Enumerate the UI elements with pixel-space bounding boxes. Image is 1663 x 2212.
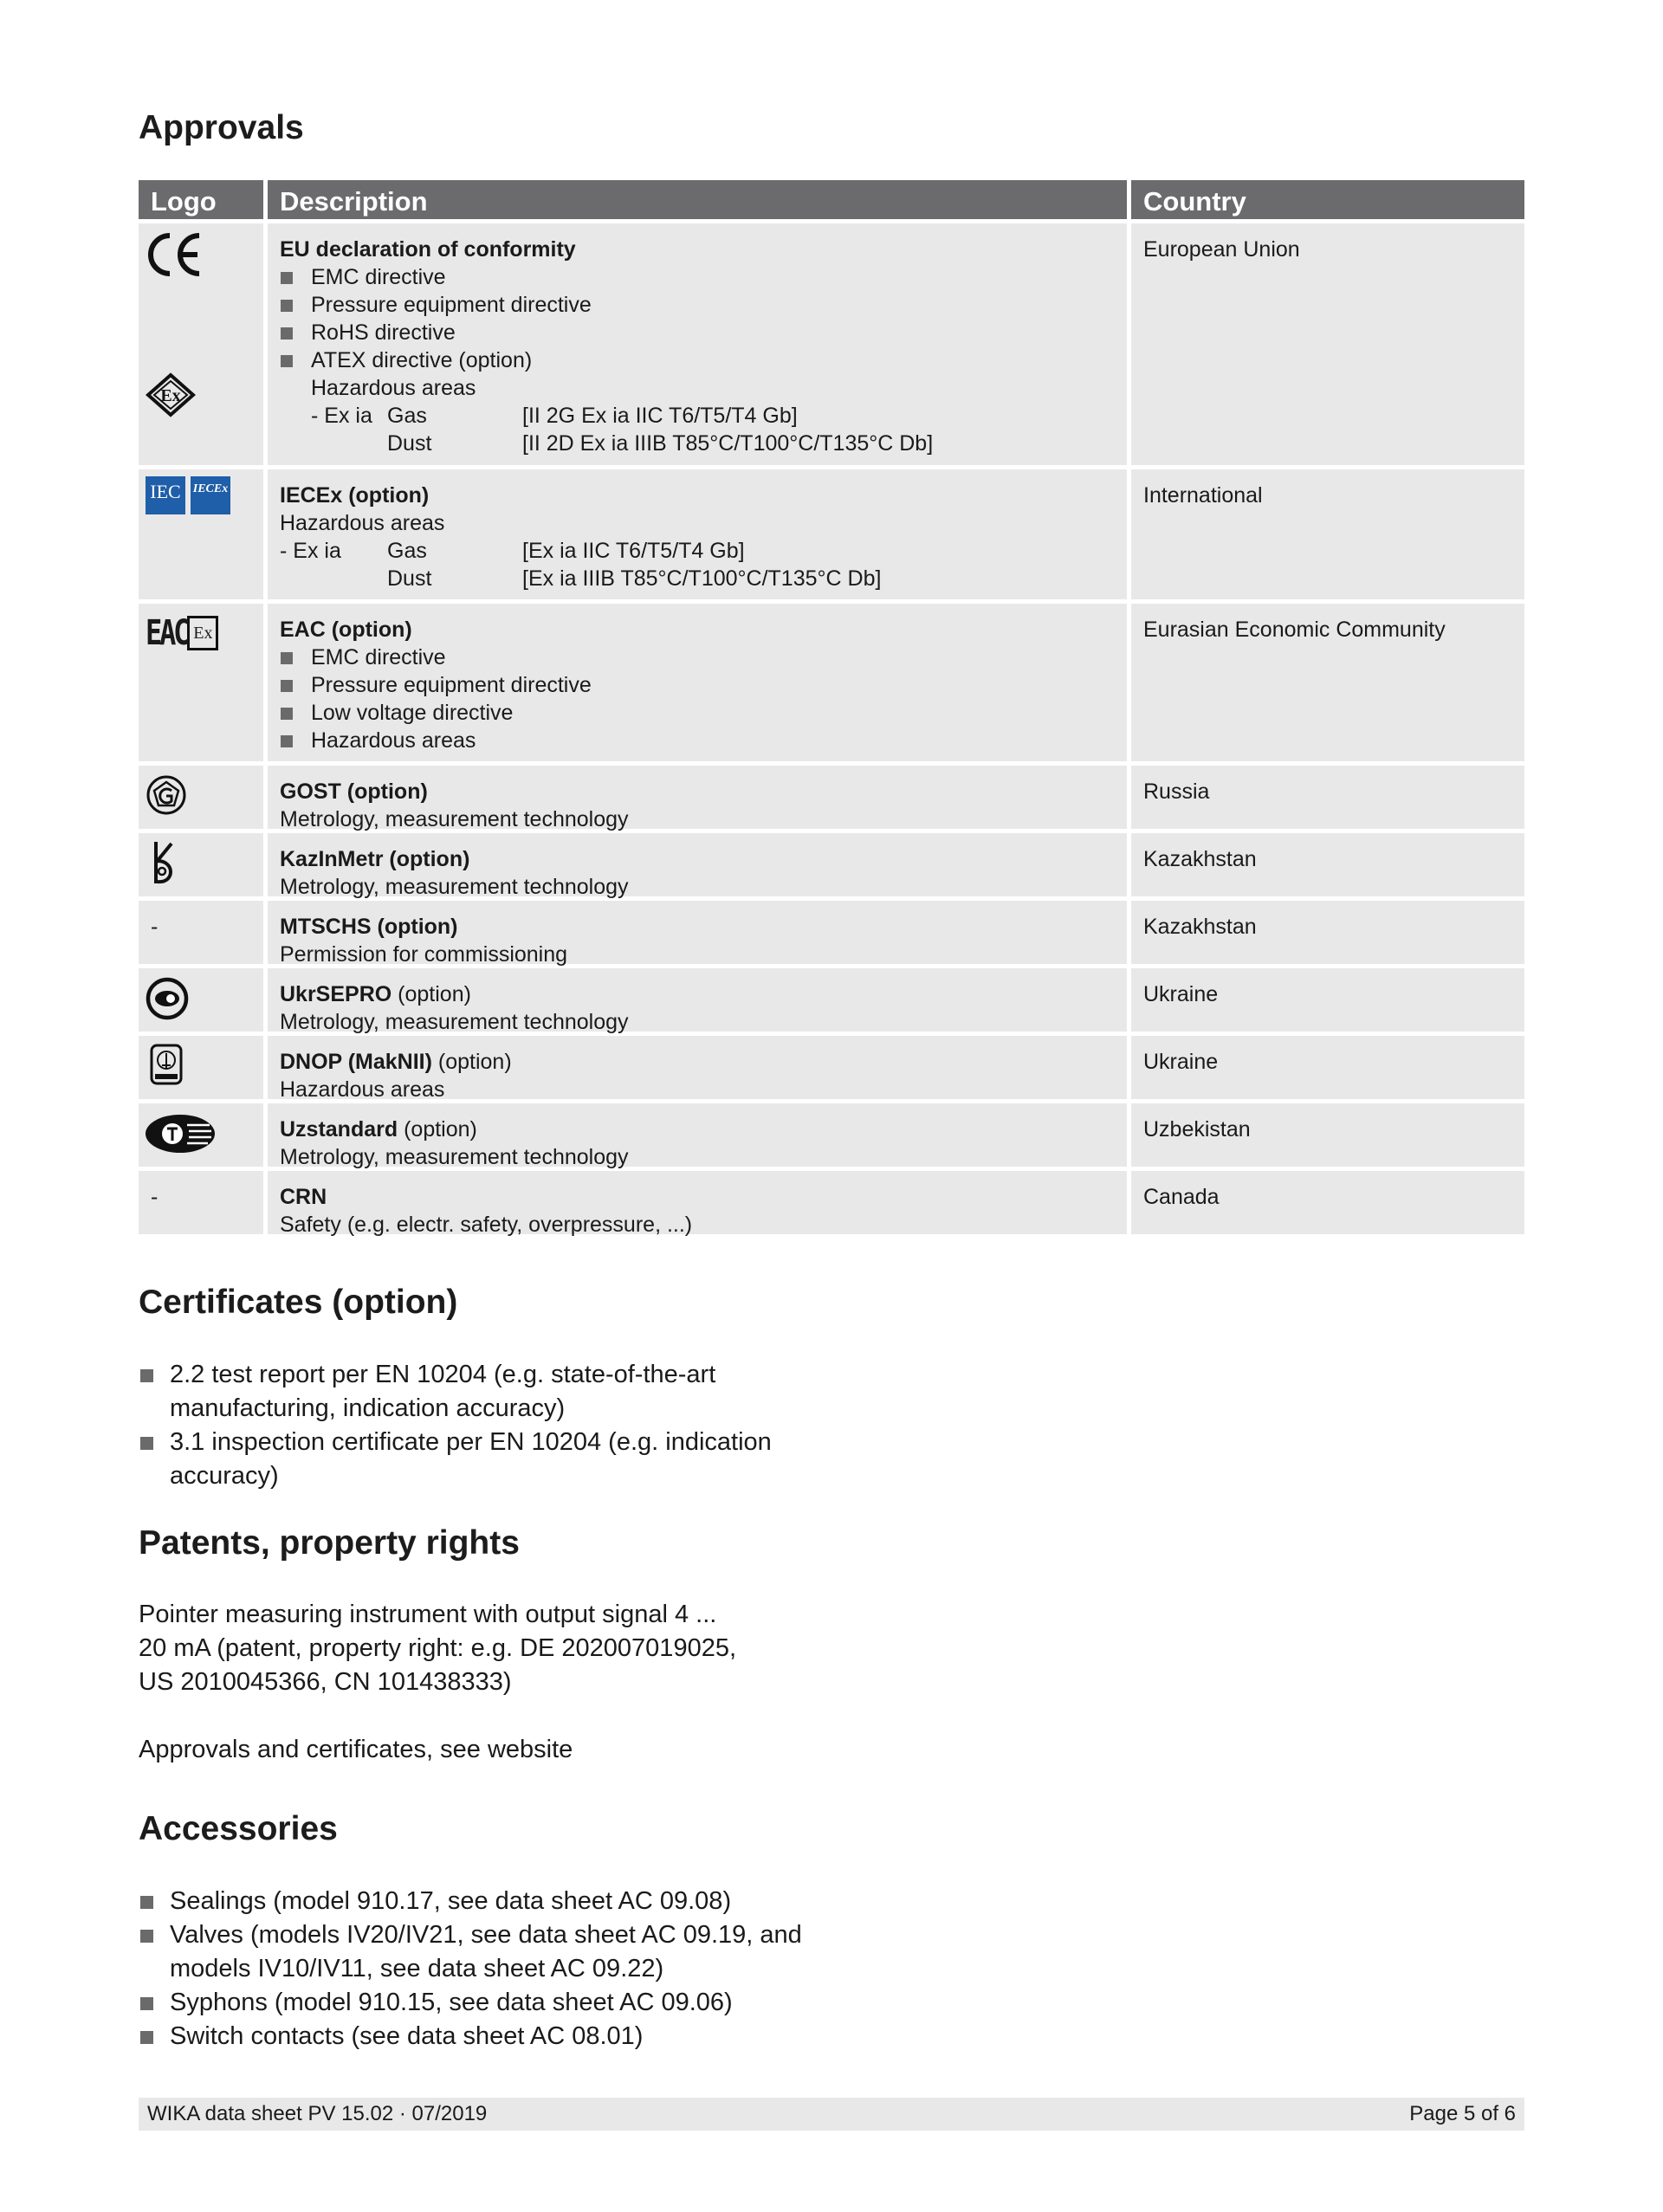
iec-logo	[146, 476, 185, 514]
approval-title: UkrSEPRO	[280, 982, 392, 1006]
table-row-ukrsepro	[139, 968, 1524, 1032]
list-item-line: 3.1 inspection certificate per EN 10204 (e.g. indication	[170, 1428, 772, 1456]
logo-cell	[139, 901, 263, 964]
ex-label: - Ex ia	[311, 404, 372, 428]
description-cell	[268, 1171, 1127, 1237]
ukrsepro-icon	[146, 977, 189, 1020]
footer-page-number: Page 5 of 6	[1409, 2102, 1516, 2125]
logo-cell	[139, 1171, 263, 1234]
gas-label: Gas	[387, 539, 427, 563]
approval-title: Uzstandard	[280, 1117, 398, 1142]
table-row-mtschs	[139, 901, 1524, 967]
description-cell	[268, 469, 1127, 599]
dust-label: Dust	[387, 431, 432, 456]
patents-line: 20 mA (patent, property right: e.g. DE 202007019025,	[139, 1634, 737, 1662]
gas-line	[280, 402, 1127, 430]
logo-cell	[139, 469, 263, 599]
list-item-line: manufacturing, indication accuracy)	[170, 1394, 566, 1422]
approval-title: IECEx (option)	[280, 483, 430, 508]
approval-description: Metrology, measurement technology	[280, 807, 629, 831]
logo-placeholder-dash: -	[151, 915, 159, 939]
country-cell: Kazakhstan	[1131, 901, 1524, 964]
approval-suffix: (option)	[431, 1050, 512, 1074]
accessories-list	[139, 1885, 802, 2054]
approval-subtitle: Hazardous areas	[280, 511, 445, 535]
logo-cell	[139, 604, 263, 761]
approval-suffix: (option)	[398, 1117, 477, 1142]
country-cell: Uzbekistan	[1131, 1103, 1524, 1167]
certificates-list	[139, 1358, 772, 1493]
iec-logo-text: IEC	[150, 481, 181, 502]
list-item-line: Valves (models IV20/IV21, see data sheet AC 09.19, and	[170, 1921, 802, 1949]
ce-mark-icon	[146, 230, 206, 279]
iecex-logo	[191, 476, 230, 514]
approval-title: EAC (option)	[280, 618, 412, 642]
list-item	[139, 1358, 772, 1426]
iecex-logo-text: IECEx	[192, 482, 229, 495]
column-header-country: Country	[1131, 180, 1524, 219]
page-footer	[139, 2098, 1524, 2131]
gas-label: Gas	[387, 404, 427, 428]
ex-hexagon-icon	[146, 372, 196, 417]
table-row-dnop	[139, 1036, 1524, 1102]
description-cell	[268, 1036, 1127, 1102]
eac-logo-text: EAC	[146, 613, 188, 653]
approval-title-line	[280, 1048, 1127, 1076]
table-row-eu	[139, 223, 1524, 465]
approval-title: DNOP (MakNII)	[280, 1050, 432, 1074]
patents-text	[139, 1598, 736, 1699]
approval-title-line	[280, 980, 1127, 1008]
eac-logo	[146, 614, 218, 652]
table-header-row	[139, 180, 1524, 219]
list-item	[139, 1918, 802, 1986]
eac-ex-text: Ex	[187, 616, 218, 650]
approval-title: CRN	[280, 1185, 327, 1209]
certificates-heading: Certificates (option)	[139, 1284, 458, 1321]
description-cell	[268, 833, 1127, 899]
patents-line: US 2010045366, CN 101438333)	[139, 1668, 512, 1696]
dnop-icon	[149, 1043, 184, 1086]
ex-label: - Ex ia	[280, 539, 341, 563]
patents-line: Pointer measuring instrument with output signal 4 ...	[139, 1601, 717, 1628]
uzstandard-icon	[144, 1112, 217, 1155]
gas-value: [Ex ia IIC T6/T5/T4 Gb]	[522, 539, 745, 563]
patents-note: Approvals and certificates, see website	[139, 1736, 573, 1763]
logo-cell	[139, 1103, 263, 1167]
dust-value: [Ex ia IIIB T85°C/T100°C/T135°C Db]	[522, 566, 882, 591]
description-cell	[268, 1103, 1127, 1167]
list-item-line: 2.2 test report per EN 10204 (e.g. state-of-the-art	[170, 1361, 716, 1388]
column-header-logo: Logo	[139, 180, 263, 219]
list-item: EMC directive	[280, 644, 1127, 671]
description-cell	[268, 901, 1127, 967]
list-item: ATEX directive (option)	[280, 346, 1127, 374]
logo-cell	[139, 223, 263, 465]
country-cell: Eurasian Economic Community	[1131, 604, 1524, 761]
country-cell: Ukraine	[1131, 1036, 1524, 1099]
list-item	[139, 1426, 772, 1493]
gas-value: [II 2G Ex ia IIC T6/T5/T4 Gb]	[522, 404, 798, 428]
patents-heading: Patents, property rights	[139, 1524, 520, 1562]
logo-cell	[139, 833, 263, 896]
approval-title: EU declaration of conformity	[280, 237, 576, 262]
list-item-line: Syphons (model 910.15, see data sheet AC 09.06)	[170, 1989, 733, 2016]
gost-icon	[146, 774, 187, 816]
svg-text:Ex: Ex	[160, 386, 181, 405]
list-item-line: Switch contacts (see data sheet AC 08.01)	[170, 2022, 644, 2050]
list-item-line: accuracy)	[170, 1462, 279, 1490]
table-row-kazinmetr	[139, 833, 1524, 899]
list-item-line: models IV10/IV11, see data sheet AC 09.22)	[170, 1955, 664, 1982]
dust-value: [II 2D Ex ia IIIB T85°C/T100°C/T135°C Db]	[522, 431, 934, 456]
approval-description: Hazardous areas	[280, 1077, 445, 1102]
approvals-table	[139, 180, 1524, 1239]
country-cell: European Union	[1131, 223, 1524, 465]
logo-cell	[139, 968, 263, 1032]
approval-description: Safety (e.g. electr. safety, overpressure, ...)	[280, 1213, 693, 1237]
approval-title: GOST (option)	[280, 779, 428, 804]
table-row-uzstandard	[139, 1103, 1524, 1167]
table-row-eac	[139, 604, 1524, 761]
logo-placeholder-dash: -	[151, 1185, 159, 1209]
country-cell: Russia	[1131, 766, 1524, 829]
dust-line	[280, 565, 1127, 592]
list-item	[139, 1986, 802, 2020]
table-row-iecex	[139, 469, 1524, 599]
list-item-line: Sealings (model 910.17, see data sheet AC 09.08)	[170, 1887, 732, 1915]
footer-datasheet-ref: WIKA data sheet PV 15.02 · 07/2019	[147, 2102, 488, 2125]
approval-title-line	[280, 1116, 1127, 1143]
accessories-heading: Accessories	[139, 1810, 338, 1847]
approvals-heading: Approvals	[139, 109, 304, 146]
country-cell: Canada	[1131, 1171, 1524, 1234]
dust-line	[280, 430, 1127, 457]
description-cell	[268, 968, 1127, 1032]
approval-description: Metrology, measurement technology	[280, 1010, 629, 1034]
list-item: Hazardous areas	[280, 727, 1127, 754]
list-item	[139, 1885, 802, 1918]
approval-suffix: (option)	[391, 982, 471, 1006]
country-cell: Ukraine	[1131, 968, 1524, 1032]
approval-title: KazInMetr (option)	[280, 847, 470, 871]
list-item: Pressure equipment directive	[280, 671, 1127, 699]
gas-line	[280, 537, 1127, 565]
list-item: RoHS directive	[280, 319, 1127, 346]
list-item	[139, 2020, 802, 2054]
approval-description: Permission for commissioning	[280, 942, 568, 967]
country-cell: International	[1131, 469, 1524, 599]
description-cell	[268, 604, 1127, 761]
logo-cell	[139, 766, 263, 829]
approval-description: Metrology, measurement technology	[280, 1145, 629, 1169]
country-cell: Kazakhstan	[1131, 833, 1524, 896]
logo-cell	[139, 1036, 263, 1099]
description-cell	[268, 223, 1127, 465]
list-item: Pressure equipment directive	[280, 291, 1127, 319]
description-cell	[268, 766, 1127, 829]
table-row-gost	[139, 766, 1524, 829]
approval-description: Metrology, measurement technology	[280, 875, 629, 899]
kazinmetr-icon	[146, 838, 180, 887]
column-header-description: Description	[268, 180, 1127, 219]
dust-label: Dust	[387, 566, 432, 591]
list-item: Low voltage directive	[280, 699, 1127, 727]
table-row-crn	[139, 1171, 1524, 1237]
approval-subtitle: Hazardous areas	[311, 376, 476, 400]
approval-title: MTSCHS (option)	[280, 915, 458, 939]
list-item: EMC directive	[280, 263, 1127, 291]
